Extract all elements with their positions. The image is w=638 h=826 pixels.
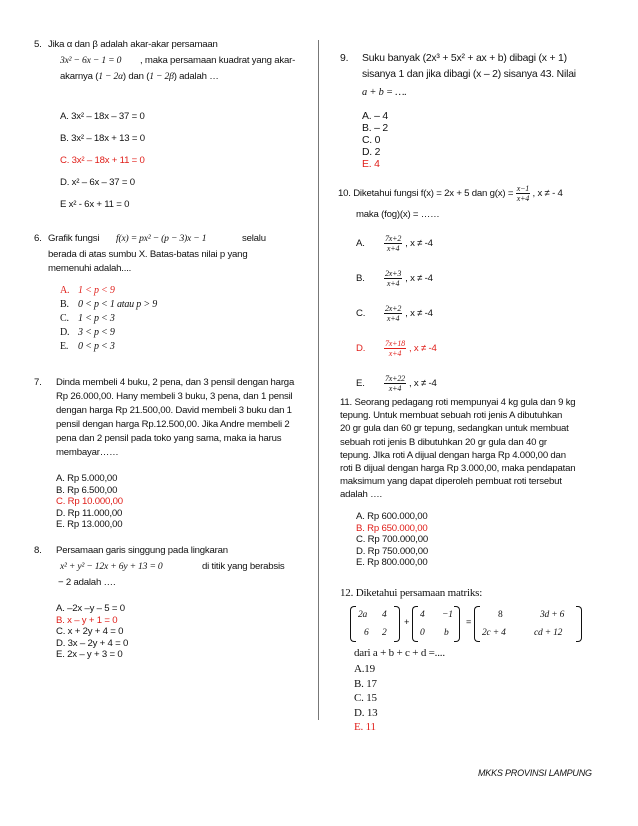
answer-option: B. 3x² – 18x + 13 = 0 <box>60 133 145 144</box>
answer-option: D. 3x – 2y + 4 = 0 <box>56 637 129 649</box>
question-text: maka (fog)(x) = …… <box>356 209 440 220</box>
question-number: 9. <box>340 53 349 64</box>
question-12 <box>340 586 622 756</box>
option-letter: D. <box>356 342 366 354</box>
fraction-numerator: 2x+3 <box>385 269 402 278</box>
text-line: pensil dengan harga Rp.12.500,00. Jika Andre membeli 2 <box>56 419 290 430</box>
answer-option: C. 15 <box>354 692 377 704</box>
question-text <box>56 376 294 460</box>
option-expression: 1 < p < 3 <box>78 313 115 324</box>
answer-option: E. 4 <box>362 159 380 170</box>
question-text <box>60 70 219 84</box>
answer-option: B. x – y + 1 = 0 <box>56 614 118 626</box>
matrix-cell: 2 <box>382 628 387 638</box>
option-list <box>356 510 428 568</box>
answer-option: C. 0 <box>362 135 381 146</box>
equals-sign: = <box>466 618 472 628</box>
answer-option: E. 11 <box>354 721 376 733</box>
option-letter: B. <box>60 299 69 310</box>
question-text: selalu <box>242 233 266 244</box>
question-text: Jika α dan β adalah akar-akar persamaan <box>48 39 218 50</box>
root-expression: 1 − 2β <box>149 71 174 82</box>
answer-option <box>60 340 157 354</box>
fraction <box>384 234 402 253</box>
matrix-3 <box>474 606 584 640</box>
matrix-cell: 4 <box>420 610 425 620</box>
question-number: 8. <box>34 545 42 556</box>
equation: 3x² − 6x − 1 = 0 <box>60 55 122 66</box>
matrix-cell: 6 <box>364 628 369 638</box>
question-text: dari a + b + c + d =.... <box>354 647 445 659</box>
answer-option: A. Rp 5.000,00 <box>56 473 118 484</box>
option-letter: D. <box>60 327 70 338</box>
option-condition: , x ≠ -4 <box>405 237 433 249</box>
question-7 <box>34 376 312 530</box>
answer-option: E x² - 6x + 11 = 0 <box>60 199 130 210</box>
answer-option: C. Rp 700.000,00 <box>356 534 429 545</box>
text-fragment: ) dan ( <box>122 71 150 82</box>
matrix-cell: 4 <box>382 610 387 620</box>
question-text: berada di atas sumbu X. Batas-batas nilai p yang <box>48 249 248 260</box>
question-text: 12. Diketahui persamaan matriks: <box>340 587 483 599</box>
answer-option: D. Rp 11.000,00 <box>56 507 123 519</box>
equation: f(x) = px² − (p − 3)x − 1 <box>116 233 207 244</box>
fraction-denominator: x+4 <box>386 314 400 323</box>
answer-option <box>356 331 437 366</box>
option-list <box>362 110 388 170</box>
matrix-cell: 8 <box>498 610 503 620</box>
answer-option: C. x + 2y + 4 = 0 <box>56 626 124 637</box>
matrix-2 <box>412 606 462 640</box>
root-expression: 1 − 2α <box>98 71 123 82</box>
matrix-cell: 3d + 6 <box>540 610 565 620</box>
answer-option: E. 2x – y + 3 = 0 <box>56 649 123 660</box>
matrix-cell: −1 <box>442 610 453 620</box>
answer-option: A. Rp 600.000,00 <box>356 511 428 522</box>
answer-option: A.19 <box>354 663 375 675</box>
option-condition: , x ≠ -4 <box>408 342 437 354</box>
text-line: adalah …. <box>340 489 382 501</box>
option-list <box>356 226 437 401</box>
fraction-denominator: x+4 <box>516 194 530 203</box>
footer-label: MKKS PROVINSI LAMPUNG <box>478 768 592 778</box>
answer-option: A. – 4 <box>362 111 388 122</box>
question-text: memenuhi adalah.... <box>48 263 132 274</box>
question-text: Suku banyak (2x³ + 5x² + ax + b) dibagi (x + 1) <box>362 53 567 64</box>
text-line: 11. Seorang pedagang roti mempunyai 4 kg gula dan 9 kg <box>340 397 576 408</box>
question-text <box>338 184 563 203</box>
question-text: di titik yang berabsis <box>202 561 285 572</box>
matrix-cell: 0 <box>420 628 425 638</box>
answer-option <box>356 226 437 261</box>
option-letter: C. <box>356 307 366 319</box>
text-line: 20 gr gula dan 60 gr tepung, sedangkan untuk membuat <box>340 423 569 435</box>
answer-option: D. 2 <box>362 147 381 158</box>
fraction-denominator: x+4 <box>388 349 402 358</box>
answer-option: B. Rp 650.000,00 <box>356 522 428 534</box>
bracket-right <box>454 606 460 642</box>
option-letter: E. <box>356 377 365 389</box>
option-expression: 1 < p < 9 <box>78 285 115 296</box>
question-text: sisanya 1 dan jika dibagi (x – 2) sisanya 43. Nilai <box>362 69 576 80</box>
fraction-numerator: 7x+22 <box>385 374 405 383</box>
option-letter: A. <box>60 285 70 296</box>
plus-sign: + <box>404 618 410 628</box>
question-text: Persamaan garis singgung pada lingkaran <box>56 545 228 556</box>
answer-option <box>356 296 437 331</box>
fraction <box>384 339 406 358</box>
text-line: roti B dijual dengan harga Rp 3.000,00, maka pendapatan <box>340 462 576 474</box>
answer-option: D. x² – 6x – 37 = 0 <box>60 177 135 188</box>
option-expression: 0 < p < 1 atau p > 9 <box>78 299 158 310</box>
text-line: dengan harga Rp 21.500,00. David membeli 3 buku dan 1 <box>56 405 292 416</box>
text-line: membayar…… <box>56 447 119 458</box>
matrix-1 <box>350 606 402 640</box>
answer-option: A. 3x² – 18x – 37 = 0 <box>60 111 145 122</box>
answer-option: C. 3x² – 18x + 11 = 0 <box>60 155 145 166</box>
question-11 <box>340 396 622 586</box>
answer-option: A. –2x –y – 5 = 0 <box>56 603 125 614</box>
option-letter: A. <box>356 237 365 249</box>
text-line: Dinda membeli 4 buku, 2 pena, dan 3 pensil dengan harga <box>56 377 295 388</box>
text-line: Rp 26.000,00. Hany membeli 3 buku, 3 pena, dan 1 pensil <box>56 391 293 402</box>
question-text: , maka persamaan kuadrat yang akar- <box>140 55 296 66</box>
answer-option: D. Rp 750.000,00 <box>356 545 429 557</box>
option-list <box>60 284 157 354</box>
text-line: tepung. Untuk membuat sebuah roti jenis A dibutuhkan <box>340 410 563 422</box>
option-expression: 0 < p < 3 <box>78 341 115 352</box>
answer-option <box>60 326 157 340</box>
option-list <box>56 602 128 660</box>
fraction-numerator: 7x+2 <box>385 234 402 243</box>
answer-option: D. 13 <box>354 706 378 719</box>
fraction <box>516 184 530 203</box>
bracket-left <box>350 606 356 642</box>
question-10 <box>338 182 628 392</box>
answer-option <box>356 261 437 296</box>
fraction <box>384 374 406 393</box>
answer-option: B. 17 <box>354 677 377 690</box>
option-list <box>60 110 145 220</box>
fraction-numerator: 2x+2 <box>385 304 402 313</box>
matrix-cell: 2a <box>358 610 368 620</box>
answer-option: B. Rp 6.500,00 <box>56 484 118 496</box>
column-divider <box>318 40 319 720</box>
question-5 <box>34 38 304 218</box>
matrix-cell: b <box>444 628 449 638</box>
text-line: maksimum yang dapat diperoleh pembuat roti tersebut <box>340 476 562 488</box>
answer-option <box>60 312 157 326</box>
answer-option: C. Rp 10.000,00 <box>56 496 123 507</box>
bracket-right <box>394 606 400 642</box>
equation: x² + y² − 12x + 6y + 13 = 0 <box>60 561 163 572</box>
bracket-left <box>412 606 418 642</box>
answer-option <box>60 284 157 298</box>
fraction <box>384 304 402 323</box>
option-condition: , x ≠ -4 <box>405 272 433 284</box>
text-line: pena dan 2 pensil pada toko yang sama, maka ia harus <box>56 433 282 444</box>
text-fragment: ) adalah … <box>173 71 219 82</box>
bracket-right <box>576 606 582 642</box>
fraction-numerator: 7x+18 <box>385 339 405 348</box>
option-list <box>56 472 123 530</box>
option-condition: , x ≠ -4 <box>408 377 437 389</box>
question-number: 5. <box>34 39 42 50</box>
text-line: tepung. JIka roti A dijual dengan harga Rp 4.000,00 dan <box>340 449 566 461</box>
question-number: 6. <box>34 233 42 244</box>
question-6 <box>34 232 304 372</box>
fraction-numerator: x−1 <box>516 184 530 193</box>
question-9 <box>340 52 620 172</box>
option-expression: 3 < p < 9 <box>78 327 115 338</box>
fraction <box>384 269 402 288</box>
answer-option: B. – 2 <box>362 123 388 134</box>
option-letter: B. <box>356 272 365 284</box>
option-letter: E. <box>60 341 69 352</box>
fraction-denominator: x+4 <box>386 279 400 288</box>
answer-option: E. Rp 800.000,00 <box>356 557 428 568</box>
answer-option <box>60 298 157 312</box>
text-fragment: 10. Diketahui fungsi f(x) = 2x + 5 dan g(x) = <box>338 188 514 200</box>
question-8 <box>34 544 312 694</box>
text-fragment: , x ≠ - 4 <box>532 188 563 200</box>
question-text <box>340 396 575 502</box>
question-number: 7. <box>34 377 42 388</box>
matrix-cell: 2c + 4 <box>482 628 506 638</box>
text-line: sebuah roti jenis B dibutuhkan 20 gr gula dan 40 gr <box>340 436 547 448</box>
fraction-denominator: x+4 <box>388 384 402 393</box>
option-letter: C. <box>60 313 69 324</box>
question-text: − 2 adalah …. <box>58 577 116 588</box>
matrix-equation <box>350 606 600 642</box>
question-text: a + b = …. <box>362 87 407 98</box>
bracket-left <box>474 606 480 642</box>
fraction-denominator: x+4 <box>386 244 400 253</box>
option-list <box>354 662 377 735</box>
matrix-cell: cd + 12 <box>534 628 563 638</box>
text-fragment: akarnya ( <box>60 71 99 82</box>
option-condition: , x ≠ -4 <box>405 307 433 319</box>
answer-option: E. Rp 13.000,00 <box>56 519 123 530</box>
question-text: Grafik fungsi <box>48 233 100 244</box>
